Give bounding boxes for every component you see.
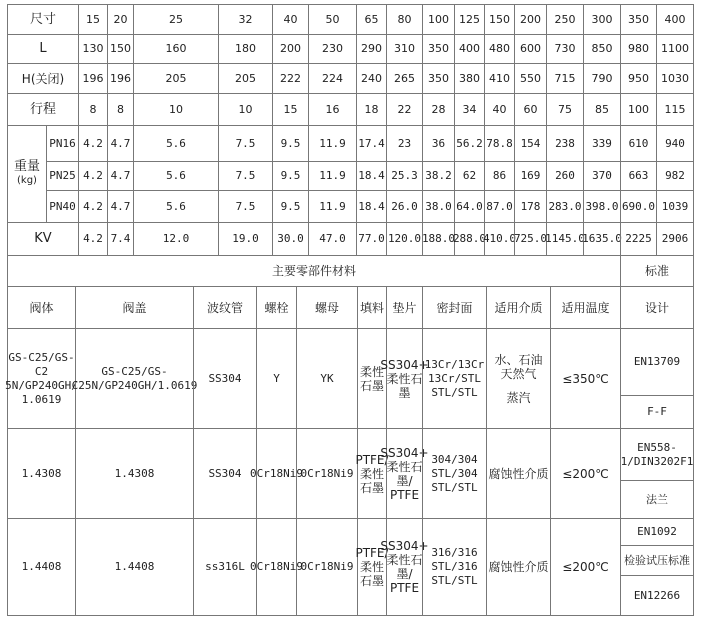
weight-value: 7.5 bbox=[218, 161, 273, 191]
weight-value: 11.9 bbox=[308, 125, 357, 162]
height-value: 196 bbox=[107, 63, 134, 94]
size-value: 150 bbox=[484, 4, 515, 35]
pn-label: PN25 bbox=[46, 161, 79, 191]
weight-value: 17.4 bbox=[356, 125, 387, 162]
material-header-gasket: 垫片 bbox=[386, 286, 423, 329]
size-value: 100 bbox=[422, 4, 455, 35]
size-value: 350 bbox=[620, 4, 657, 35]
cell-line: 1.4308 bbox=[114, 466, 155, 480]
weight-value: 940 bbox=[656, 125, 694, 162]
size-value: 20 bbox=[107, 4, 134, 35]
weight-value: 4.2 bbox=[78, 125, 108, 162]
stroke-value: 60 bbox=[514, 93, 547, 126]
length-value: 730 bbox=[546, 34, 584, 64]
material-temp-cell: ≤200℃ bbox=[550, 428, 621, 519]
height-label: H(关闭) bbox=[7, 63, 79, 94]
weight-value: 398.0 bbox=[583, 190, 621, 223]
cell-line: GS-C25/GS- bbox=[8, 350, 75, 364]
height-value: 380 bbox=[454, 63, 485, 94]
stroke-value: 15 bbox=[272, 93, 309, 126]
weight-value: 339 bbox=[583, 125, 621, 162]
cell-line: 柔性石 bbox=[386, 459, 423, 474]
weight-value: 7.5 bbox=[218, 125, 273, 162]
cell-line: EN12266 bbox=[633, 588, 681, 602]
length-value: 1100 bbox=[656, 34, 694, 64]
weight-value: 178 bbox=[514, 190, 547, 223]
material-bellows-cell: ss316L bbox=[193, 518, 257, 616]
materials-section-title: 主要零部件材料 bbox=[7, 255, 621, 287]
stroke-value: 40 bbox=[484, 93, 515, 126]
cell-line: EN13709 bbox=[633, 355, 681, 368]
weight-value: 23 bbox=[386, 125, 423, 162]
cell-line: 柔性 bbox=[359, 466, 384, 481]
cell-line: 检验试压标准 bbox=[624, 553, 690, 567]
weight-value: 9.5 bbox=[272, 161, 309, 191]
cell-line: 墨 bbox=[398, 385, 411, 400]
weight-value: 9.5 bbox=[272, 190, 309, 223]
height-value: 205 bbox=[218, 63, 273, 94]
stroke-value: 8 bbox=[78, 93, 108, 126]
length-value: 850 bbox=[583, 34, 621, 64]
kv-label: KV bbox=[7, 222, 79, 256]
kv-value: 4.2 bbox=[78, 222, 108, 256]
material-nut-cell: 0Cr18Ni9 bbox=[296, 518, 358, 616]
cell-line: 石墨 bbox=[359, 480, 384, 495]
length-value: 130 bbox=[78, 34, 108, 64]
cell-line: 柔性石 bbox=[386, 371, 423, 386]
weight-value: 5.6 bbox=[133, 125, 219, 162]
stroke-value: 18 bbox=[356, 93, 387, 126]
cell-line: 316/316 bbox=[431, 546, 478, 559]
size-value: 400 bbox=[656, 4, 694, 35]
stroke-value: 8 bbox=[107, 93, 134, 126]
length-label: L bbox=[7, 34, 79, 64]
kv-value: 288.0 bbox=[454, 222, 485, 256]
material-header-seal: 密封面 bbox=[422, 286, 487, 329]
stroke-value: 10 bbox=[218, 93, 273, 126]
kv-value: 188.0 bbox=[422, 222, 455, 256]
height-value: 350 bbox=[422, 63, 455, 94]
size-value: 40 bbox=[272, 4, 309, 35]
cell-line: 石墨 bbox=[359, 574, 384, 588]
weight-value: 4.7 bbox=[107, 125, 134, 162]
length-value: 180 bbox=[218, 34, 273, 64]
pn-label: PN40 bbox=[46, 190, 79, 223]
weight-value: 78.8 bbox=[484, 125, 515, 162]
weight-value: 11.9 bbox=[308, 161, 357, 191]
material-nut-cell: YK bbox=[296, 328, 358, 429]
material-body-cell bbox=[7, 328, 76, 429]
cell-line: F-F bbox=[647, 405, 667, 418]
material-header-temp: 适用温度 bbox=[550, 286, 621, 329]
height-value: 550 bbox=[514, 63, 547, 94]
stroke-value: 75 bbox=[546, 93, 584, 126]
material-header-body: 阀体 bbox=[7, 286, 76, 329]
size-value: 250 bbox=[546, 4, 584, 35]
material-bonnet-cell bbox=[75, 428, 194, 519]
cell-line: EN558- bbox=[637, 440, 677, 454]
material-packing-cell bbox=[357, 328, 387, 429]
cell-line: PTFE/ bbox=[355, 546, 389, 560]
size-value: 125 bbox=[454, 4, 485, 35]
stroke-value: 100 bbox=[620, 93, 657, 126]
weight-value: 982 bbox=[656, 161, 694, 191]
length-value: 400 bbox=[454, 34, 485, 64]
weight-value: 38.2 bbox=[422, 161, 455, 191]
height-value: 196 bbox=[78, 63, 108, 94]
weight-value: 18.4 bbox=[356, 190, 387, 223]
weight-value: 56.2 bbox=[454, 125, 485, 162]
weight-value: 38.0 bbox=[422, 190, 455, 223]
length-value: 600 bbox=[514, 34, 547, 64]
kv-value: 7.4 bbox=[107, 222, 134, 256]
weight-value: 4.2 bbox=[78, 190, 108, 223]
standard-cell bbox=[620, 545, 694, 576]
material-header-design: 设计 bbox=[620, 286, 694, 329]
material-header-bolt: 螺栓 bbox=[256, 286, 297, 329]
size-value: 65 bbox=[356, 4, 387, 35]
kv-value: 725.0 bbox=[514, 222, 547, 256]
size-value: 80 bbox=[386, 4, 423, 35]
material-gasket-cell bbox=[380, 428, 429, 519]
weight-value: 4.7 bbox=[107, 190, 134, 223]
size-value: 25 bbox=[133, 4, 219, 35]
stroke-value: 22 bbox=[386, 93, 423, 126]
cell-line: C2 bbox=[34, 364, 49, 378]
standard-cell bbox=[620, 575, 694, 616]
cell-line: 1.4308 bbox=[21, 466, 62, 480]
weight-value: 7.5 bbox=[218, 190, 273, 223]
cell-line: 法兰 bbox=[646, 492, 668, 506]
kv-value: 1145.0 bbox=[546, 222, 584, 256]
material-gasket-cell bbox=[380, 328, 429, 429]
weight-label bbox=[7, 125, 47, 223]
height-value: 790 bbox=[583, 63, 621, 94]
weight-value: 62 bbox=[454, 161, 485, 191]
cell-line: 13Cr/13Cr bbox=[424, 357, 485, 371]
material-header-medium: 适用介质 bbox=[486, 286, 551, 329]
cell-line: SS304+ bbox=[380, 357, 429, 372]
height-value: 410 bbox=[484, 63, 515, 94]
height-value: 240 bbox=[356, 63, 387, 94]
weight-value: 238 bbox=[546, 125, 584, 162]
kv-value: 2225 bbox=[620, 222, 657, 256]
cell-line: 腐蚀性介质 bbox=[488, 466, 549, 481]
kv-value: 2906 bbox=[656, 222, 694, 256]
length-value: 150 bbox=[107, 34, 134, 64]
standard-cell bbox=[620, 395, 694, 429]
weight-value: 18.4 bbox=[356, 161, 387, 191]
material-seal-cell bbox=[422, 328, 487, 429]
material-seal-cell bbox=[422, 428, 487, 519]
weight-value: 26.0 bbox=[386, 190, 423, 223]
material-bonnet-cell bbox=[75, 518, 194, 616]
length-value: 160 bbox=[133, 34, 219, 64]
weight-value: 64.0 bbox=[454, 190, 485, 223]
material-header-bonnet: 阀盖 bbox=[75, 286, 194, 329]
material-header-packing: 填料 bbox=[357, 286, 387, 329]
material-bellows-cell: SS304 bbox=[193, 428, 257, 519]
height-value: 205 bbox=[133, 63, 219, 94]
kv-value: 77.0 bbox=[356, 222, 387, 256]
kv-value: 1635.0 bbox=[583, 222, 621, 256]
standard-cell bbox=[620, 428, 694, 481]
cell-line: 1.4408 bbox=[114, 560, 155, 573]
cell-line: 水、石油 bbox=[494, 352, 543, 367]
cell-line: STL/STL bbox=[431, 385, 478, 399]
height-value: 224 bbox=[308, 63, 357, 94]
cell-line: 5N/GP240GH/ bbox=[5, 378, 78, 392]
kv-value: 30.0 bbox=[272, 222, 309, 256]
cell-line: STL/304 bbox=[431, 466, 478, 480]
weight-value: 663 bbox=[620, 161, 657, 191]
material-seal-cell bbox=[422, 518, 487, 616]
cell-line: PTFE/ bbox=[355, 452, 389, 467]
height-value: 950 bbox=[620, 63, 657, 94]
weight-value: 370 bbox=[583, 161, 621, 191]
height-value: 715 bbox=[546, 63, 584, 94]
kv-value: 47.0 bbox=[308, 222, 357, 256]
cell-line: STL/STL bbox=[431, 480, 478, 494]
height-value: 222 bbox=[272, 63, 309, 94]
weight-unit-text: (kg) bbox=[17, 175, 37, 186]
cell-line: 1/DIN3202F1 bbox=[620, 454, 694, 468]
length-value: 200 bbox=[272, 34, 309, 64]
standard-cell bbox=[620, 518, 694, 546]
cell-line: SS304+ bbox=[380, 445, 429, 460]
weight-value: 5.6 bbox=[133, 190, 219, 223]
weight-value: 169 bbox=[514, 161, 547, 191]
stroke-value: 85 bbox=[583, 93, 621, 126]
stroke-value: 10 bbox=[133, 93, 219, 126]
valve-spec-sheet bbox=[7, 4, 700, 615]
cell-line: 墨/ bbox=[396, 473, 413, 488]
cell-line: 1.0619 bbox=[21, 392, 62, 406]
weight-value: 1039 bbox=[656, 190, 694, 223]
size-label: 尺寸 bbox=[7, 4, 79, 35]
length-value: 230 bbox=[308, 34, 357, 64]
size-value: 200 bbox=[514, 4, 547, 35]
weight-value: 87.0 bbox=[484, 190, 515, 223]
kv-value: 410.0 bbox=[484, 222, 515, 256]
cell-line: 墨/ bbox=[396, 567, 413, 581]
material-bolt-cell: 0Cr18Ni9 bbox=[256, 518, 297, 616]
weight-value: 86 bbox=[484, 161, 515, 191]
kv-value: 12.0 bbox=[133, 222, 219, 256]
material-bonnet-cell bbox=[71, 328, 198, 429]
kv-value: 120.0 bbox=[386, 222, 423, 256]
weight-value: 154 bbox=[514, 125, 547, 162]
material-medium-cell bbox=[486, 428, 551, 519]
weight-value: 260 bbox=[546, 161, 584, 191]
weight-value: 25.3 bbox=[386, 161, 423, 191]
weight-value: 283.0 bbox=[546, 190, 584, 223]
stroke-value: 34 bbox=[454, 93, 485, 126]
material-nut-cell: 0Cr18Ni9 bbox=[296, 428, 358, 519]
cell-line: 柔性 bbox=[359, 364, 384, 379]
cell-line: 13Cr/STL bbox=[428, 371, 481, 385]
length-value: 290 bbox=[356, 34, 387, 64]
cell-line: 石墨 bbox=[359, 378, 384, 393]
cell-line: STL/316 bbox=[431, 560, 478, 573]
weight-value: 610 bbox=[620, 125, 657, 162]
material-temp-cell: ≤350℃ bbox=[550, 328, 621, 429]
cell-line: STL/STL bbox=[431, 574, 478, 587]
cell-line: 柔性石 bbox=[386, 553, 423, 567]
height-value: 265 bbox=[386, 63, 423, 94]
weight-value: 4.2 bbox=[78, 161, 108, 191]
material-medium-cell bbox=[486, 328, 551, 429]
material-medium-cell bbox=[486, 518, 551, 616]
length-value: 350 bbox=[422, 34, 455, 64]
size-value: 15 bbox=[78, 4, 108, 35]
length-value: 980 bbox=[620, 34, 657, 64]
stroke-value: 115 bbox=[656, 93, 694, 126]
material-packing-cell bbox=[357, 428, 387, 519]
standard-cell bbox=[620, 480, 694, 519]
material-bolt-cell: 0Cr18Ni9 bbox=[256, 428, 297, 519]
material-header-bellows: 波纹管 bbox=[193, 286, 257, 329]
material-packing-cell bbox=[357, 518, 387, 616]
weight-value: 36 bbox=[422, 125, 455, 162]
standard-section-title: 标准 bbox=[620, 255, 694, 287]
cell-line: 天然气 bbox=[500, 366, 537, 381]
size-value: 50 bbox=[308, 4, 357, 35]
weight-value: 9.5 bbox=[272, 125, 309, 162]
material-header-nut: 螺母 bbox=[296, 286, 358, 329]
length-value: 310 bbox=[386, 34, 423, 64]
cell-line: 柔性 bbox=[359, 560, 384, 574]
cell-line: EN1092 bbox=[637, 525, 677, 538]
weight-value: 11.9 bbox=[308, 190, 357, 223]
cell-line: PTFE bbox=[389, 581, 420, 595]
weight-value: 5.6 bbox=[133, 161, 219, 191]
kv-value: 19.0 bbox=[218, 222, 273, 256]
material-temp-cell: ≤200℃ bbox=[550, 518, 621, 616]
material-body-cell bbox=[7, 518, 76, 616]
height-value: 1030 bbox=[656, 63, 694, 94]
cell-line: C25N/GP240GH/1.0619 bbox=[71, 378, 198, 392]
material-bolt-cell: Y bbox=[256, 328, 297, 429]
stroke-value: 28 bbox=[422, 93, 455, 126]
cell-line: 304/304 bbox=[431, 452, 478, 466]
weight-value: 690.0 bbox=[620, 190, 657, 223]
cell-line: 腐蚀性介质 bbox=[488, 560, 549, 574]
cell-line: 蒸汽 bbox=[506, 390, 531, 405]
pn-label: PN16 bbox=[46, 125, 79, 162]
cell-line: 1.4408 bbox=[21, 560, 62, 573]
stroke-value: 16 bbox=[308, 93, 357, 126]
size-value: 32 bbox=[218, 4, 273, 35]
cell-line: SS304+ bbox=[380, 539, 429, 553]
cell-line: PTFE bbox=[389, 487, 420, 502]
weight-label-text: 重量 bbox=[13, 159, 40, 174]
material-gasket-cell bbox=[380, 518, 429, 616]
material-bellows-cell: SS304 bbox=[193, 328, 257, 429]
size-value: 300 bbox=[583, 4, 621, 35]
weight-value: 4.7 bbox=[107, 161, 134, 191]
cell-line: GS-C25/GS- bbox=[101, 364, 168, 378]
length-value: 480 bbox=[484, 34, 515, 64]
stroke-label: 行程 bbox=[7, 93, 79, 126]
material-body-cell bbox=[7, 428, 76, 519]
standard-cell bbox=[620, 328, 694, 396]
